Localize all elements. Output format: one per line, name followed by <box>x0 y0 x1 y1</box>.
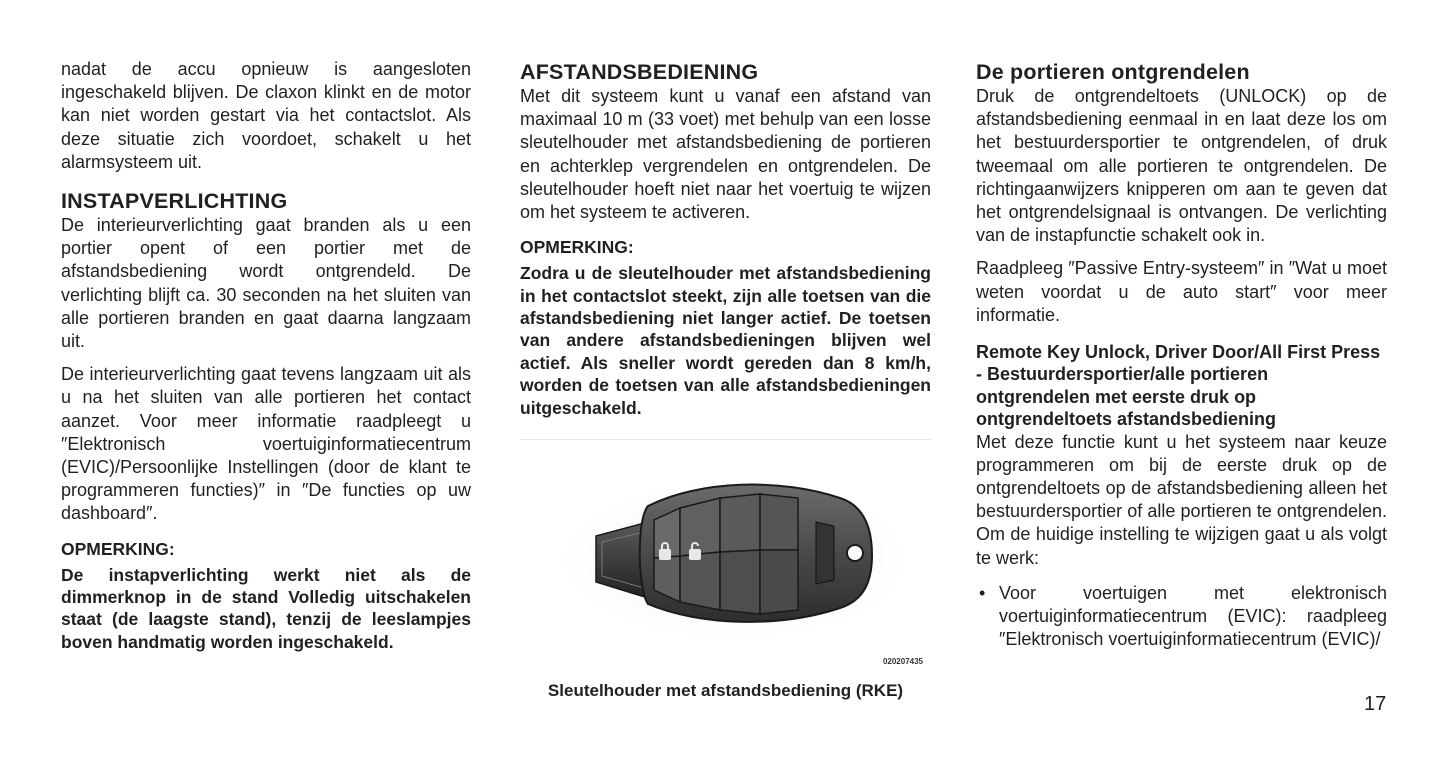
bullet-list <box>976 582 1387 652</box>
fob-button <box>680 552 720 610</box>
figure-caption: Sleutelhouder met afstandsbediening (RKE) <box>547 681 904 701</box>
key-fob-illustration <box>520 440 931 675</box>
subheading-remote-key-unlock: Remote Key Unlock, Driver Door/All First Press - Bestuurdersportier/alle portieren ontgrendelen met eerste druk op ontgrendeltoets afstandsbediening <box>976 342 1381 430</box>
key-fob-figure <box>520 439 931 675</box>
section-heading-portieren-ontgrendelen: De portieren ontgrendelen <box>976 60 1250 84</box>
fob-panic-button <box>816 522 834 584</box>
note-label: OPMERKING: <box>61 538 175 559</box>
intro-paragraph: nadat de accu opnieuw is aangesloten ingeschakeld blijven. De claxon klinkt en de motor kan niet worden gestart via het contactslot. Als deze situatie zich voordoet, schakelt u het alarmsysteem uit. <box>61 59 471 172</box>
fob-button <box>720 494 760 552</box>
note-text: De instapverlichting werkt niet als de dimmerknop in de stand Volledig uitschakelen staat (de laagste stand), tenzij de leeslampjes boven handmatig worden ingeschakeld. <box>61 564 471 652</box>
paragraph: Met deze functie kunt u het systeem naar keuze programmeren om bij de eerste druk op de ontgrendeltoets op de afstandsbediening alleen het bestuurdersportier of alle portieren te ontgrendelen. Om de huidige instelling te wijzigen gaat u als volgt te werk: <box>976 431 1387 568</box>
list-item <box>976 582 1387 652</box>
section-heading-afstandsbediening: AFSTANDSBEDIENING <box>520 60 759 84</box>
column-right <box>976 58 1387 651</box>
paragraph: De interieurverlichting gaat branden als u een portier opent of een portier met de afstandsbediening wordt ontgrendeld. De verlichting blijft ca. 30 seconden na het sluiten van alle portieren branden en gaat daarna langzaam uit. <box>61 215 471 352</box>
column-middle <box>520 58 931 702</box>
fob-key-ring-hole <box>847 545 863 561</box>
fob-button <box>720 550 760 614</box>
note-text: Zodra u de sleutelhouder met afstandsbediening in het contactslot steekt, zijn alle toetsen van die afstandsbediening niet langer actief. De toetsen van andere afstandsbedieningen blijven wel actief. Als sneller wordt gereden dan 8 km/h, worden de toetsen van alle afstandsbedieningen uitgeschakeld. <box>520 263 931 418</box>
fob-button <box>760 550 798 614</box>
fob-button <box>680 498 720 556</box>
fob-button <box>760 494 798 550</box>
column-left <box>61 58 471 653</box>
paragraph: Met dit systeem kunt u vanaf een afstand van maximaal 10 m (33 voet) met behulp van een losse sleutelhouder met afstandsbediening de portieren en achterklep vergrendelen en ontgrendelen. De sleutelhouder hoeft niet naar het voertuig te wijzen om het systeem te activeren. <box>520 86 931 223</box>
page-number: 17 <box>1364 693 1387 715</box>
paragraph: Druk de ontgrendeltoets (UNLOCK) op de afstandsbediening eenmaal in en laat deze los om het bestuurdersportier te ontgrendelen, of druk tweemaal om alle portieren te ontgrendelen. De richtingaanwijzers knipperen om aan te geven dat het ontgrendelsignaal is ontvangen. De verlichting van de instapfunctie schakelt ook in. <box>976 86 1387 246</box>
figure-code: 020207435 <box>882 657 923 667</box>
bullet-icon: • <box>979 582 986 603</box>
paragraph: Raadpleeg ″Passive Entry-systeem″ in ″Wat u moet weten voordat u de auto start″ voor meer informatie. <box>976 258 1387 325</box>
note-label: OPMERKING: <box>520 237 634 258</box>
section-heading-instapverlichting: INSTAPVERLICHTING <box>61 189 288 214</box>
paragraph: De interieurverlichting gaat tevens langzaam uit als u na het sluiten van alle portieren het contact aanzet. Voor meer informatie raadpleegt u ″Elektronisch voertuiginformatiecentrum (EVIC)/Persoonlijke Instellingen (door de klant te programmeren functies)″ in ″De functies op uw dashboard″. <box>61 364 471 524</box>
list-item-text: Voor voertuigen met elektronisch voertuiginformatiecentrum (EVIC): raadpleeg ″Elektronisch voertuiginformatiecentrum (EVIC)/ <box>999 582 1387 650</box>
